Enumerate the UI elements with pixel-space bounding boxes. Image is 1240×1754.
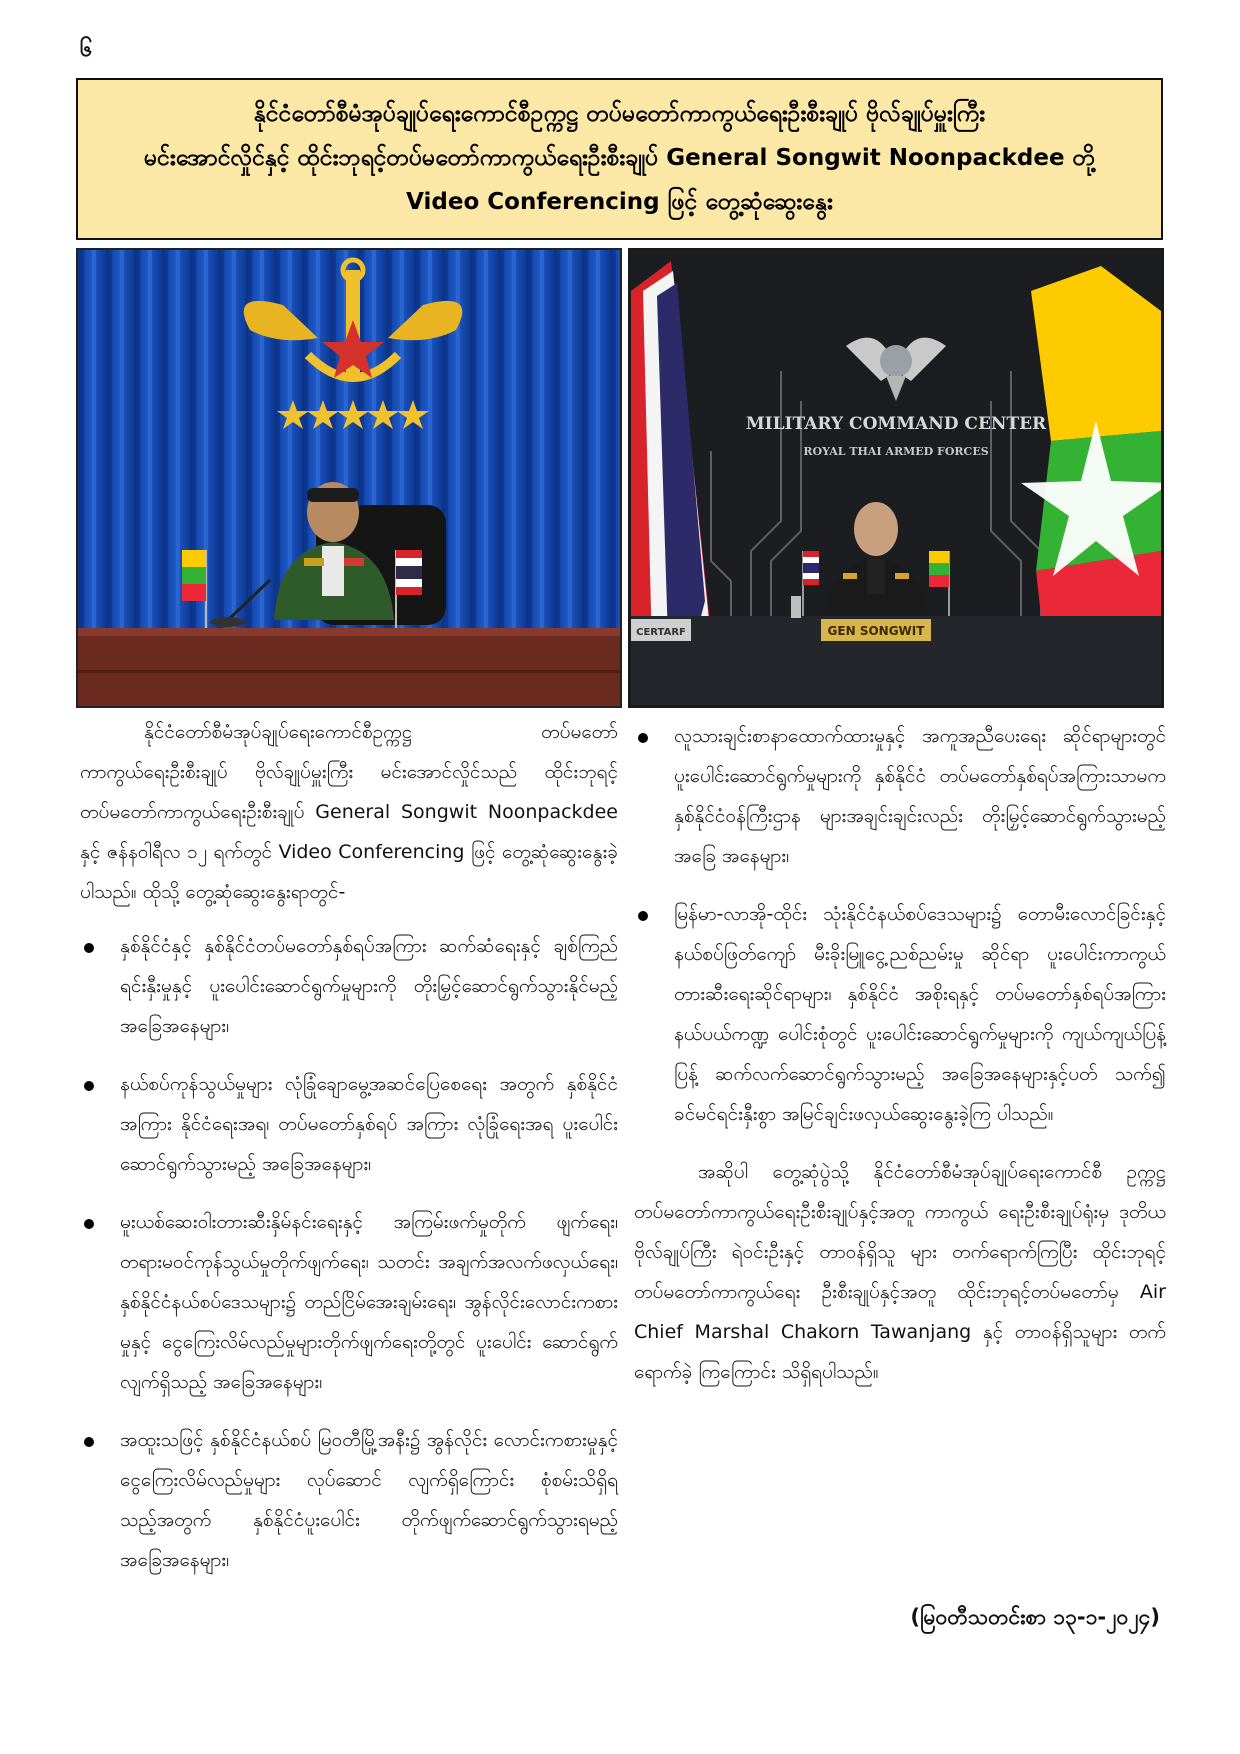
news-source: (မြဝတီသတင်းစာ ၁၃-၁-၂၀၂၄) <box>910 1605 1160 1629</box>
intro-paragraph: နိုင်ငံတော်စီမံအုပ်ချုပ်ရေးကောင်စီဥက္ကဋ္ဌ တပ်မတော်ကာကွယ်ရေးဦးစီးချုပ် ဗိုလ်ချုပ်မှူးကြီး မင်းအောင်လှိုင်သည် ထိုင်းဘုရင့်တပ်မတော်ကာကွယ်ရေးဦးစီးချုပ် General Songwit Noonpackdee နှင့် ဇန်နဝါရီလ ၁၂ ရက်တွင် Video Conferencing ဖြင့် တွေ့ဆုံဆွေးနွေးခဲ့ပါသည်။ ထိုသို့ တွေ့ဆုံဆွေးနွေးရာတွင်- <box>80 721 618 903</box>
article-column-left <box>80 712 618 1598</box>
bullet-text: နှစ်နိုင်ငံနှင့် နှစ်နိုင်ငံတပ်မတော်နှစ်ရပ်အကြား ဆက်ဆံရေးနှင့် ချစ်ကြည်ရင်းနှီးမှုနှင့် ပူးပေါင်းဆောင်ရွက်မှုများကို တိုးမြှင့်ဆောင်ရွက်သွားနိုင်မည့် အခြေအနေများ၊ <box>120 935 618 1037</box>
bullet-item <box>80 1202 618 1402</box>
bullet-icon <box>84 1437 94 1447</box>
bullet-text: မူးယစ်ဆေးဝါးတားဆီးနှိမ်နင်းရေးနှင့် အကြမ်းဖက်မှုတိုက် ဖျက်ရေး၊ တရားမဝင်ကုန်သွယ်မှုတိုက်ဖျက်ရေး၊ သတင်း အချက်အလက်ဖလှယ်ရေး၊ နှစ်နိုင်ငံနယ်စပ်ဒေသများ၌ တည်ငြိမ်အေးချမ်းရေး၊ အွန်လိုင်းလောင်းကစားမှုနှင့် ငွေကြေးလိမ်လည်မှုများတိုက်ဖျက်ရေးတို့တွင် ပူးပေါင်း ဆောင်ရွက်လျက်ရှိသည့် အခြေအနေများ၊ <box>120 1211 618 1393</box>
nameplate-text: GEN SONGWIT <box>827 624 925 638</box>
bullet-item <box>80 1420 618 1580</box>
bullet-icon <box>84 1219 94 1229</box>
nameplate-left-text: CERTARF <box>636 627 686 638</box>
bullet-icon <box>638 733 648 743</box>
headline-line-2: မင်းအောင်လှိုင်နှင့် ထိုင်းဘုရင့်တပ်မတော်ကာကွယ်ရေးဦးစီးချုပ် General Songwit Noonpackdee တို့ <box>143 145 1095 172</box>
bullet-icon <box>84 1081 94 1091</box>
photo-thai-scene <box>631 251 1161 705</box>
headline-line-3: Video Conferencing ဖြင့် တွေ့ဆုံဆွေးနွေး <box>406 188 833 215</box>
photo-thai-command-center <box>628 248 1164 708</box>
bullet-icon <box>84 943 94 953</box>
closing-paragraph: အဆိုပါ တွေ့ဆုံပွဲသို့ နိုင်ငံတော်စီမံအုပ်ချုပ်ရေးကောင်စီ ဥက္ကဋ္ဌ တပ်မတော်ကာကွယ်ရေးဦးစီးချုပ်နှင့်အတူ ကာကွယ် ရေးဦးစီးချုပ်ရုံးမှ ဒုတိယဗိုလ်ချုပ်ကြီး ရဲဝင်းဦးနှင့် တာဝန်ရှိသူ များ တက်ရောက်ကြပြီး ထိုင်းဘုရင့်တပ်မတော်ကာကွယ်ရေး ဦးစီးချုပ်နှင့်အတူ ထိုင်းဘုရင့်တပ်မတော်မှ Air Chief Marshal Chakorn Tawanjang နှင့် တာဝန်ရှိသူများ တက်ရောက်ခဲ့ ကြကြောင်း သိရှိရပါသည်။ <box>634 1161 1166 1383</box>
command-center-title: MILITARY COMMAND CENTER <box>745 414 1047 434</box>
photo-commander-scene <box>78 250 620 706</box>
photo-commander-in-chief <box>76 248 622 708</box>
bullet-text: မြန်မာ-လာအို-ထိုင်း သုံးနိုင်ငံနယ်စပ်ဒေသများ၌ တောမီးလောင်ခြင်းနှင့် နယ်စပ်ဖြတ်ကျော် မီးခိုးမြူငွေ့ညစ်ညမ်းမှု ဆိုင်ရာ ပူးပေါင်းကာကွယ်တားဆီးရေးဆိုင်ရာများ၊ နှစ်နိုင်ငံ အစိုးရနှင့် တပ်မတော်နှစ်ရပ်အကြား နယ်ပယ်ကဏ္ဍ ပေါင်းစုံတွင် ပူးပေါင်းဆောင်ရွက်မှုများကို ကျယ်ကျယ်ပြန့်ပြန့် ဆက်လက်ဆောင်ရွက်သွားမည့် အခြေအနေများနှင့်ပတ် သက်၍ ခင်မင်ရင်းနှီးစွာ အမြင်ချင်းဖလှယ်ဆွေးနွေးခဲ့ကြ ပါသည်။ <box>674 903 1166 1125</box>
bullet-text: အထူးသဖြင့် နှစ်နိုင်ငံနယ်စပ် မြဝတီမြို့အနီး၌ အွန်လိုင်း လောင်းကစားမှုနှင့် ငွေကြေးလိမ်လည်မှုများ လုပ်ဆောင် လျက်ရှိကြောင်း စုံစမ်းသိရှိရသည့်အတွက် နှစ်နိုင်ငံပူးပေါင်း တိုက်ဖျက်ဆောင်ရွက်သွားရမည့်အခြေအနေများ၊ <box>120 1429 618 1571</box>
bullet-icon <box>638 911 648 921</box>
bullet-text: လူသားချင်းစာနာထောက်ထားမှုနှင့် အကူအညီပေးရေး ဆိုင်ရာများတွင် ပူးပေါင်းဆောင်ရွက်မှုများကို နှစ်နိုင်ငံ တပ်မတော်နှစ်ရပ်အကြားသာမက နှစ်နိုင်ငံဝန်ကြီးဌာန များအချင်းချင်းလည်း တိုးမြှင့်ဆောင်ရွက်သွားမည့်အခြေ အနေများ၊ <box>674 725 1166 867</box>
command-center-subtitle: ROYAL THAI ARMED FORCES <box>803 445 989 458</box>
headline-box <box>76 78 1163 240</box>
headline-line-1: နိုင်ငံတော်စီမံအုပ်ချုပ်ရေးကောင်စီဥက္ကဋ္ဌ တပ်မတော်ကာကွယ်ရေးဦးစီးချုပ် ဗိုလ်ချုပ်မှူးကြီး <box>253 101 986 128</box>
article-column-right <box>634 712 1166 1392</box>
bullet-item <box>80 926 618 1046</box>
bullet-item <box>634 716 1166 876</box>
page-number: ၆ <box>80 37 93 62</box>
bullet-item <box>634 894 1166 1134</box>
bullet-text: နယ်စပ်ကုန်သွယ်မှုများ လုံခြုံချောမွေ့အဆင်ပြေစေရေး အတွက် နှစ်နိုင်ငံအကြား နိုင်ငံရေးအရ၊ တပ်မတော်နှစ်ရပ် အကြား လုံခြုံရေးအရ ပူးပေါင်းဆောင်ရွက်သွားမည့် အခြေအနေများ၊ <box>120 1073 618 1175</box>
bullet-item <box>80 1064 618 1184</box>
